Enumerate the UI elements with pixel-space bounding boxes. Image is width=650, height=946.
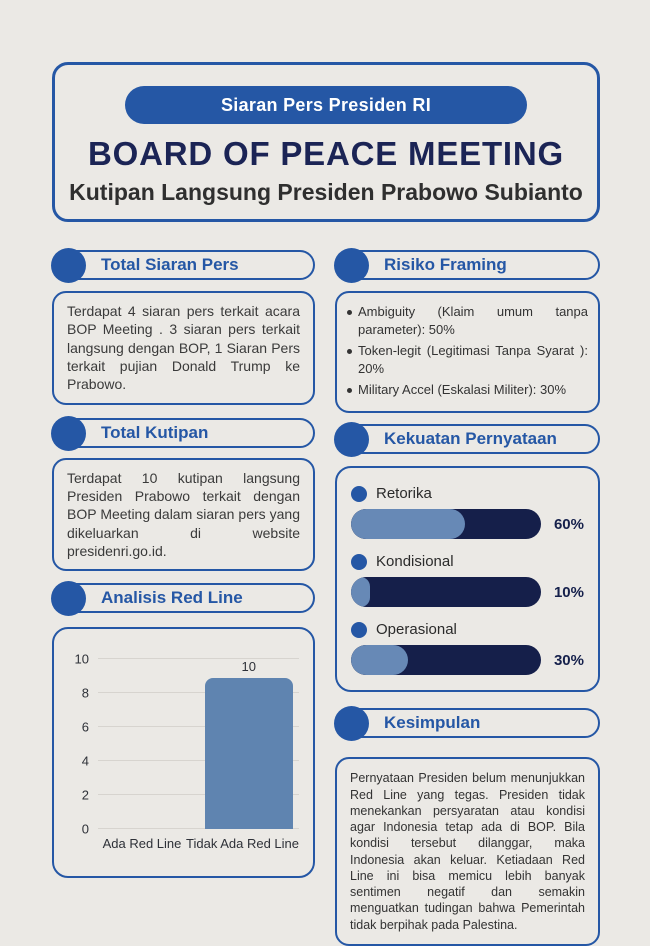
heading-analisis-red-line — [52, 583, 315, 613]
total-kutipan-body: Terdapat 10 kutipan langsung Presiden Prabowo terkait dengan BOP Meeting dalam siaran pers yang dikeluarkan di website presidenri.go.id. — [52, 458, 315, 572]
heading-dot-icon — [334, 248, 369, 283]
progress-fill — [351, 577, 370, 607]
progress-track — [351, 577, 541, 607]
chart-plot-area — [74, 651, 299, 837]
kesimpulan-body: Pernyataan Presiden belum menunjukkan Red Line yang tegas. Presiden tidak menekankan persyaratan atau kondisi agar Indonesia tetap ada di BOP. Bila kondisi tersebut dilanggar, maka Indonesia akan keluar. Ketiadaan Red Line ini bisa memicu lebih banyak sentimen negatif dan semakin menguatkan tudingan bahwa Pemerintah tidak berpihak pada Palestina. — [335, 757, 600, 946]
strength-percent: 10% — [553, 583, 584, 601]
strength-row-header — [351, 485, 584, 502]
strength-percent: 30% — [553, 651, 584, 669]
y-axis-tick: 2 — [81, 787, 89, 803]
heading-dot-icon — [334, 706, 369, 741]
heading-dot-icon — [51, 416, 86, 451]
heading-dot-icon — [51, 248, 86, 283]
bullet-icon — [347, 388, 352, 393]
list-item-text: Token-legit (Legitimasi Tanpa Syarat ): 20% — [358, 342, 588, 377]
y-axis-tick: 4 — [81, 753, 89, 769]
total-siaran-pers-body: Terdapat 4 siaran pers terkait acara BOP Meeting . 3 siaran pers terkait langsung dengan BOP, 1 Siaran Pers terkait pujian Donald Trump ke Prabowo. — [52, 291, 315, 405]
strength-row-kondisional — [351, 553, 584, 607]
progress-fill — [351, 645, 408, 675]
bar-value-label: 10 — [241, 659, 256, 675]
bullet-dot-icon — [351, 622, 367, 638]
list-item-text: Military Accel (Eskalasi Militer): 30% — [358, 381, 567, 397]
y-axis-tick: 6 — [81, 719, 89, 735]
heading-kesimpulan — [335, 708, 600, 738]
strength-row-retorika — [351, 485, 584, 539]
header-card — [52, 62, 600, 222]
y-axis-tick: 8 — [81, 685, 89, 701]
heading-dot-icon — [51, 581, 86, 616]
chart-bars — [98, 659, 299, 829]
heading-label: Total Kutipan — [101, 422, 209, 442]
heading-label: Total Siaran Pers — [101, 255, 239, 274]
strength-bar-line — [351, 645, 584, 675]
bar-slot-tidak-ada-red-line — [199, 659, 300, 829]
heading-total-siaran-pers — [52, 250, 315, 280]
bullet-dot-icon — [351, 486, 367, 502]
press-release-badge: Siaran Pers Presiden RI — [125, 86, 527, 124]
heading-total-kutipan — [52, 418, 315, 448]
bar-slot-ada-red-line — [98, 659, 199, 829]
strength-row-header — [351, 553, 584, 570]
x-axis-labels — [98, 836, 299, 851]
list-item-text: Ambiguity (Klaim umum tanpa parameter): 50% — [358, 304, 588, 338]
strength-bar-line — [351, 577, 584, 607]
list-item — [345, 303, 588, 340]
heading-risiko-framing — [335, 250, 600, 280]
strength-label: Operasional — [376, 621, 457, 639]
y-axis-tick: 10 — [74, 651, 89, 667]
x-axis-label: Ada Red Line — [102, 836, 182, 852]
bar-tidak-ada-red-line — [205, 678, 293, 829]
page-title: BOARD OF PEACE MEETING — [88, 135, 564, 172]
y-axis-tick: 0 — [81, 821, 89, 837]
heading-kekuatan-pernyataan — [335, 424, 600, 454]
progress-track — [351, 509, 541, 539]
strength-row-header — [351, 621, 584, 638]
list-item — [345, 381, 588, 399]
heading-label: Kekuatan Pernyataan — [384, 429, 557, 449]
heading-label: Kesimpulan — [384, 713, 481, 733]
strength-label: Retorika — [376, 485, 432, 503]
red-line-bar-chart — [52, 627, 315, 878]
heading-label: Risiko Framing — [384, 255, 507, 274]
strength-label: Kondisional — [376, 553, 454, 571]
list-item — [345, 342, 588, 379]
risiko-framing-box — [335, 291, 600, 413]
bullet-dot-icon — [351, 554, 367, 570]
strength-bar-line — [351, 509, 584, 539]
heading-dot-icon — [334, 422, 369, 457]
progress-fill — [351, 509, 465, 539]
right-column — [335, 250, 600, 946]
heading-label: Analisis Red Line — [101, 588, 243, 608]
bullet-icon — [347, 349, 352, 354]
kekuatan-pernyataan-box — [335, 466, 600, 692]
left-column — [52, 250, 315, 878]
strength-percent: 60% — [553, 515, 584, 533]
progress-track — [351, 645, 541, 675]
page-subtitle: Kutipan Langsung Presiden Prabowo Subianto — [69, 179, 583, 205]
bullet-icon — [347, 310, 352, 315]
x-axis-label: Tidak Ada Red Line — [186, 836, 299, 852]
strength-row-operasional — [351, 621, 584, 675]
risiko-framing-list — [337, 293, 598, 411]
